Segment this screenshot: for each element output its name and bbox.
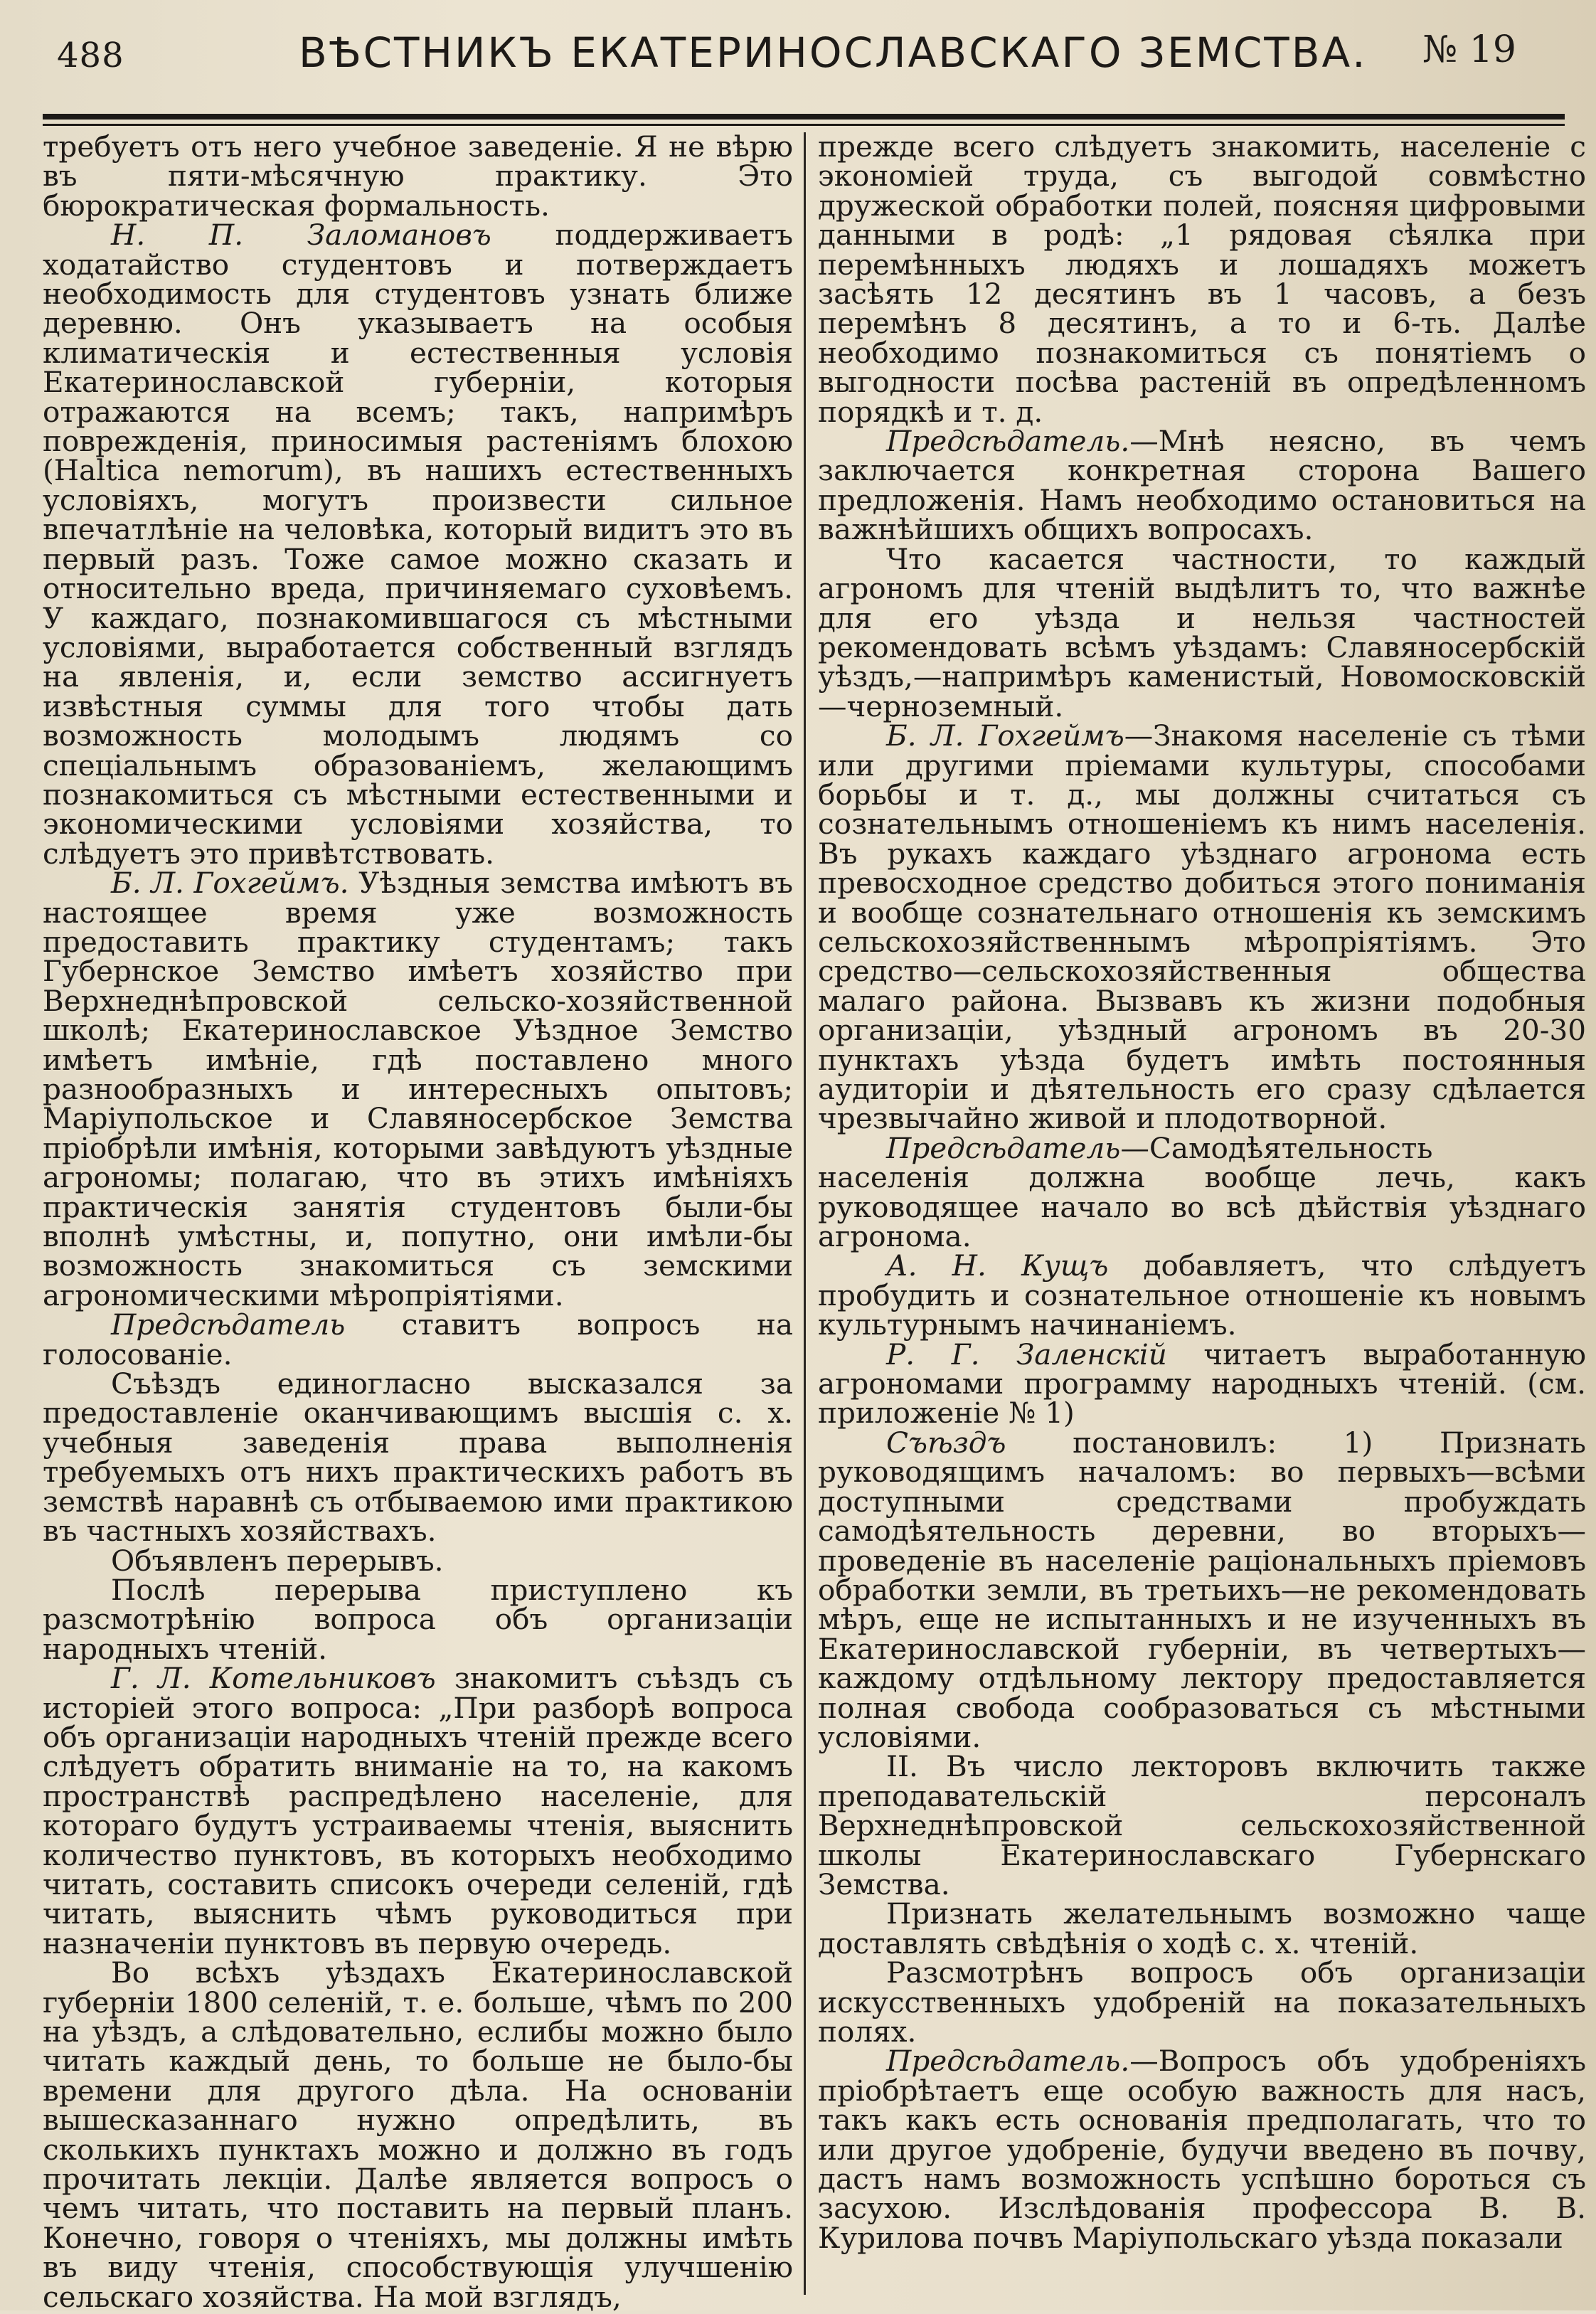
paragraph-text: знакомитъ съѣздъ съ исторіей этого вопроса: „При разборѣ вопроса объ организаціи народныхъ чтеній прежде всего слѣдуетъ обратить вниманіе на то, на какомъ пространствѣ распредѣлено населеніе, для котораго будутъ устраиваемы чтенія, выяснить количество пунктовъ, въ которыхъ необходимо читать, составить списокъ очереди селеній, гдѣ читать, выяснить чѣмъ руководиться при назначеніи пунктовъ въ первую очередь. [43,1661,793,1960]
paragraph [43,218,793,871]
right-column [818,129,1587,2295]
paragraph-text: Признать желательнымъ возможно чаще доставлять свѣдѣнія о ходѣ с. х. чтеній. [818,1896,1586,1960]
paragraph-text: Во всѣхъ уѣздахъ Екатеринославской губерніи 1800 селеній, т. е. больше, чѣмъ по 200 на уѣздъ, а слѣдовательно, еслибы можно было читать каждый день, то больше не было-бы времени для другого дѣла. На основаніи вышесказаннаго нужно опредѣлить, въ сколькихъ пунктахъ можно и должно въ годъ прочитать лекціи. Далѣе является вопросъ о чемъ читать, что поставить на первый планъ. Конечно, говоря о чтеніяхъ, мы должны имѣть въ виду чтенія, способствующія улучшенію сельскаго хозяйства. На мой взглядъ, [43,1955,793,2314]
paragraph [818,129,1586,429]
paragraph [818,1337,1586,1431]
paragraph [43,1661,793,1960]
paragraph-text: Съѣздъ единогласно высказался за предоставленіе оканчивающимъ высшія с. х. учебныя заведенія права выполненія требуемыхъ отъ нихъ практическихъ работъ въ земствѣ наравнѣ съ отбываемою ими практикою въ частныхъ хозяйствахъ. [43,1366,793,1549]
header-rule-thick [43,114,1565,120]
paragraph [818,1130,1586,1254]
paragraph-text: ставитъ вопросъ на голосованіе. [43,1307,793,1371]
paragraph-text: поддерживаетъ ходатайство студентовъ и потверждаетъ необходимость для студентовъ узнать ближе деревню. Онъ указываетъ на особыя климатическія и естественныя условія Екатеринославской губерніи, которыя отражаются на всемъ; такъ, напримѣръ поврежденія, приносимыя растеніямъ блохою (Haltica nemorum), въ нашихъ естественныхъ условіяхъ, могутъ произвести сильное впечатлѣніе на человѣка, который видитъ это въ первый разъ. Тоже самое можно сказать и относительно вреда, причиняемаго суховѣемъ. У каждаго, познакомившагося съ мѣстными условіями, выработается собственный взглядъ на явленія, и, если земство ассигнуетъ извѣстныя суммы для того чтобы дать возможность молодымъ людямъ со спеціальнымъ образованіемъ, желающимъ познакомиться съ мѣстными естественными и экономическими условіями хозяйства, то слѣдуетъ это привѣтствовать. [43,218,793,871]
paragraph [818,1955,1586,2049]
paragraph-text: добавляетъ, что слѣдуетъ пробудить и сознательное отношеніе къ новымъ культурнымъ начинаніемъ. [818,1248,1587,1342]
speaker-name: Б. Л. Гохгеймъ. [111,866,349,901]
paragraph [818,541,1586,723]
speaker-name: Предсѣдатель. [886,424,1130,459]
paragraph-text: Объявленъ перерывъ. [111,1543,444,1578]
paragraph [818,1896,1586,1960]
paragraph-text: Что касается частности, то каждый агрономъ для чтеній выдѣлитъ то, что важнѣе для его уѣзда и нельзя частностей рекомендовать всѣмъ уѣздамъ: Славяносербскій уѣздъ,—напримѣръ каменистый, Новомосковскій—черноземный. [818,541,1586,723]
speaker-name: Б. Л. Гохгеймъ [886,718,1124,753]
speaker-name: Г. Л. Котельниковъ [111,1661,436,1696]
paragraph [818,1425,1586,1754]
paragraph-text: требуетъ отъ него учебное заведеніе. Я не вѣрю въ пяти-мѣсячную практику. Это бюрократическая формальность. [43,129,793,223]
left-column [43,129,793,2314]
paragraph [43,1543,793,1578]
paragraph [43,1572,793,1666]
paragraph [43,1366,793,1549]
speaker-name: Н. П. Заломановъ [111,218,491,253]
paragraph [818,718,1586,1136]
paragraph-text: читаетъ выработанную агрономами программу народныхъ чтеній. (см. приложеніе № 1) [818,1337,1586,1431]
journal-title: ВѢСТНИКЪ ЕКАТЕРИНОСЛАВСКАГО ЗЕМСТВА. [299,28,1368,77]
paragraph-text: Уѣздныя земства имѣютъ въ настоящее время уже возможность предоставить практику студентамъ; такъ Губернское Земство имѣетъ хозяйство при Верхнеднѣпровской сельско-хозяйственной школѣ; Екатеринославское Уѣздное Земство имѣетъ имѣніе, гдѣ поставлено много разнообразныхъ и интересныхъ опытовъ; Маріупольское и Славяносербское Земства пріобрѣли имѣнія, которыми завѣдуютъ уѣздные агрономы; полагаю, что въ этихъ имѣніяхъ практическія занятія студентовъ были-бы вполнѣ умѣстны, и, попутно, они имѣли-бы возможность знакомиться съ земскими агрономическими мѣропріятіями. [43,866,793,1312]
paragraph-text: —Вопросъ объ удобреніяхъ пріобрѣтаетъ еще особую важность для насъ, такъ какъ есть основанія предполагать, что то или другое удобреніе, будучи введено въ почву, дастъ намъ возможность успѣшно бороться съ засухою. Изслѣдованія профессора В. В. Курилова почвъ Маріупольскаго уѣзда показали [818,2044,1586,2255]
column-divider [804,132,806,2295]
paragraph-text: —Мнѣ неясно, въ чемъ заключается конкретная сторона Вашего предложенія. Намъ необходимо остановиться на важнѣйшихъ общихъ вопросахъ. [818,424,1586,547]
paragraph-text: постановилъ: 1) Признать руководящимъ началомъ: во первыхъ—всѣми доступными средствами пробуждать самодѣятельность деревни, во вторыхъ—проведеніе въ населеніе раціональныхъ пріемовъ обработки земли, въ третьихъ—не рекомендовать мѣръ, еще не испытанныхъ и не изученныхъ въ Екатеринославской губерніи, въ четвертыхъ—каждому отдѣльному лектору предоставляется полная свобода сообразоваться съ мѣстными условіями. [818,1425,1586,1754]
issue-number: № 19 [1422,28,1516,71]
paragraph [818,2044,1586,2255]
paragraph-text: прежде всего слѣдуетъ знакомить, населеніе с экономіей труда, съ выгодой совмѣстно дружеской обработки полей, поясняя цифровыми данными в родѣ: „1 рядовая сѣялка при перемѣнныхъ людяхъ и лошадяхъ можетъ засѣять 12 десятинъ въ 1 часовъ, а безъ перемѣнъ 8 десятинъ, а то и 6-ть. Далѣе необходимо познакомиться съ понятіемъ о выгодности посѣва растеній въ опредѣленномъ порядкѣ и т. д. [818,129,1586,429]
paragraph [818,424,1586,547]
page-number: 488 [57,36,124,75]
speaker-name: Предсѣдатель. [886,2044,1130,2079]
paragraph-text: Послѣ перерыва приступлено къ разсмотрѣнію вопроса объ организаціи народныхъ чтеній. [43,1572,793,1666]
paragraph [43,866,793,1312]
speaker-name: Предсѣдатель [886,1130,1121,1165]
speaker-name: Р. Г. Заленскій [886,1337,1167,1371]
paragraph-text: Разсмотрѣнъ вопросъ объ организаціи искусственныхъ удобреній на показательныхъ полях. [818,1955,1586,2049]
paragraph [818,1749,1586,1901]
paragraph-text: —Самодѣятельность населенія должна вообще лечь, какъ руководящее начало во всѣ дѣйствія уѣзднаго агронома. [818,1130,1586,1254]
paragraph-text: II. Въ число лекторовъ включить также преподавательскій персоналъ Верхнеднѣпровской сельскохозяйственной школы Екатеринославскаго Губернскаго Земства. [818,1749,1586,1901]
paragraph [818,1248,1587,1342]
paragraph [43,1307,793,1371]
speaker-name: А. Н. Кущъ [886,1248,1109,1283]
paragraph [43,1955,793,2314]
paragraph-text: —Знакомя населеніе съ тѣми или другими пріемами культуры, способами борьбы и т. д., мы должны считаться съ сознательнымъ отношеніемъ къ нимъ населенія. Въ рукахъ каждаго уѣзднаго агронома есть превосходное средство добиться этого пониманія и вообще сознательнаго отношенія къ земскимъ сельскохозяйственнымъ мѣропріятіямъ. Это средство—сельскохозяйственныя общества малаго района. Вызвавъ къ жизни подобныя организаціи, уѣздный агрономъ въ 20-30 пунктахъ уѣзда будетъ имѣть постоянныя аудиторіи и дѣятельность его сразу сдѣлается чрезвычайно живой и плодотворной. [818,718,1586,1136]
speaker-name: Предсѣдатель [111,1307,346,1342]
speaker-name: Съѣздъ [886,1425,1006,1460]
header-rule-thin [43,124,1565,126]
paragraph [43,129,793,223]
